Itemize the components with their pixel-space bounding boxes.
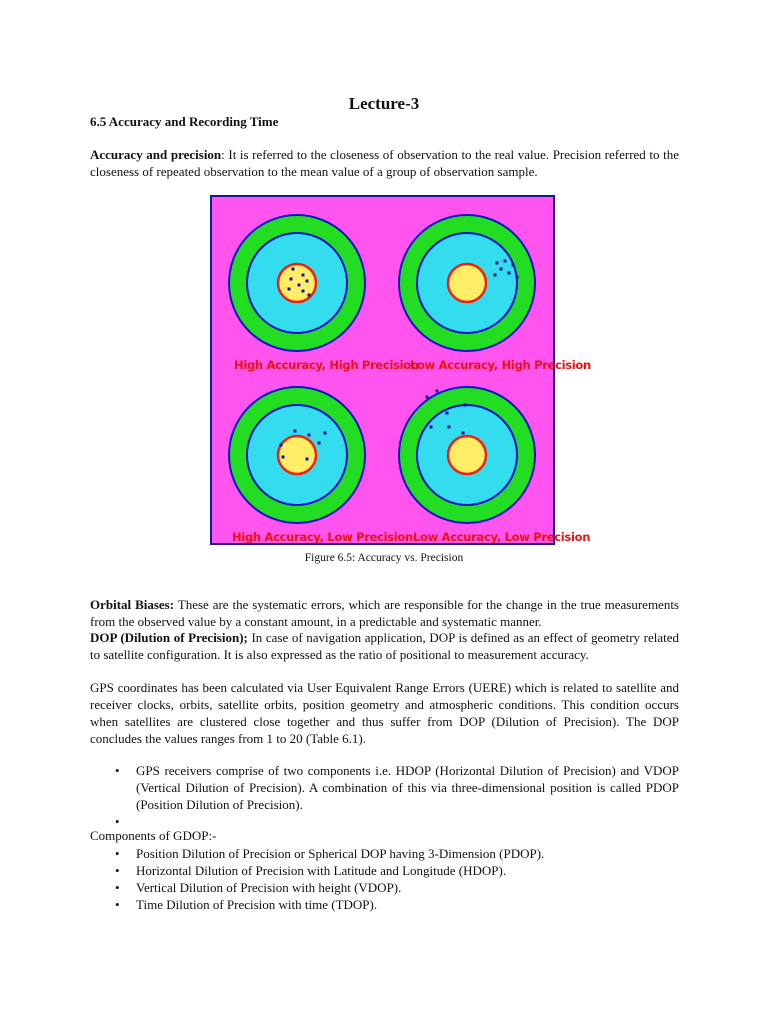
shot-dot <box>426 396 429 399</box>
shot-dot <box>280 444 283 447</box>
list-item: • Horizontal Dilution of Precision with Latitude and Longitude (HDOP). <box>115 863 507 878</box>
list-item: • GPS receivers comprise of two components i.e. HDOP (Horizontal Dilution of Precision) and VDOP (Vertical Dilution of Precision). A combination of this via three-dimensional position is called PDOP (Position Dilution of Precision). <box>115 763 679 812</box>
bullet-icon: • <box>115 897 120 912</box>
target-label: Low Accuracy, Low Precision <box>413 530 591 544</box>
shot-dot <box>462 432 465 435</box>
shot-dot <box>288 288 291 291</box>
target-label: Low Accuracy, High Precision <box>410 358 591 372</box>
target-label: High Accuracy, High Precision <box>234 358 419 372</box>
bullet-icon: • <box>115 763 120 778</box>
accuracy-paragraph <box>90 146 679 180</box>
gps-paragraph: GPS coordinates has been calculated via User Equivalent Range Errors (UERE) which is related to satellite and receiver clocks, orbits, satellite orbits, position geometry and atmospheric conditions. This condition occurs when satellites are clustered close together and thus suffer from DOP (Dilution of Precision). The DOP concludes the values ranges from 1 to 20 (Table 6.1). <box>90 680 679 746</box>
list-item: • Time Dilution of Precision with time (TDOP). <box>115 897 378 912</box>
target-low-accuracy-high-precision <box>399 215 535 351</box>
shot-dot <box>448 426 451 429</box>
shot-dot <box>430 426 433 429</box>
gps-receiver-list <box>90 762 679 830</box>
orbital-text: These are the systematic errors, which are responsible for the change in the true measurements from the observed value by a constant amount, in a predictable and systematic manner. <box>90 597 679 629</box>
bullet-icon: • <box>115 863 120 878</box>
shot-dot <box>500 268 503 271</box>
target-high-accuracy-high-precision <box>229 215 365 351</box>
shot-dot <box>282 456 285 459</box>
shot-dot <box>496 262 499 265</box>
shot-dot <box>504 260 507 263</box>
bullet-icon: • <box>115 880 120 895</box>
bullet-icon: • <box>115 814 120 829</box>
page-title: Lecture-3 <box>348 94 420 113</box>
gdop-heading: Components of GDOP:- <box>90 828 217 843</box>
gdop-components-list <box>90 845 679 913</box>
shot-dot <box>324 432 327 435</box>
bullet-icon: • <box>115 846 120 861</box>
shot-dot <box>318 442 321 445</box>
dop-text: In case of navigation application, DOP is defined as an effect of geometry related to satellite configuration. It is also expressed as the ratio of positional to measurement accuracy. <box>90 630 679 662</box>
shot-dot <box>292 268 295 271</box>
figure-caption: Figure 6.5: Accuracy vs. Precision <box>304 552 464 564</box>
shot-dot <box>512 264 515 267</box>
shot-dot <box>298 284 301 287</box>
shot-dot <box>516 276 519 279</box>
shot-dot <box>306 280 309 283</box>
target-label: High Accuracy, Low Precision <box>232 530 413 544</box>
orbital-term: Orbital Biases: <box>90 597 175 612</box>
bullseye <box>448 436 486 474</box>
shot-dot <box>308 294 311 297</box>
shot-dot <box>290 278 293 281</box>
accuracy-text: : It is referred to the closeness of observation to the real value. Precision referred to the closeness of repeated observation to the mean value of a group of observation sample. <box>90 147 679 179</box>
accuracy-term: Accuracy and precision <box>90 147 222 162</box>
bullseye <box>278 436 316 474</box>
shot-dot <box>446 412 449 415</box>
list-item: • Vertical Dilution of Precision with height (VDOP). <box>115 880 402 895</box>
section-heading: 6.5 Accuracy and Recording Time <box>90 114 279 129</box>
orbital-biases-paragraph <box>90 596 679 630</box>
shot-dot <box>306 458 309 461</box>
shot-dot <box>294 430 297 433</box>
target-low-accuracy-low-precision <box>399 387 535 523</box>
dop-paragraph <box>90 629 679 663</box>
shot-dot <box>508 272 511 275</box>
shot-dot <box>302 290 305 293</box>
targets-diagram <box>210 195 591 545</box>
accuracy-precision-figure <box>210 195 591 545</box>
target-high-accuracy-low-precision <box>229 387 365 523</box>
bullseye <box>448 264 486 302</box>
list-item: • Position Dilution of Precision or Spherical DOP having 3-Dimension (PDOP). <box>115 846 545 861</box>
shot-dot <box>436 390 439 393</box>
shot-dot <box>494 274 497 277</box>
shot-dot <box>464 404 467 407</box>
shot-dot <box>308 434 311 437</box>
dop-term: DOP (Dilution of Precision); <box>90 630 248 645</box>
shot-dot <box>302 274 305 277</box>
